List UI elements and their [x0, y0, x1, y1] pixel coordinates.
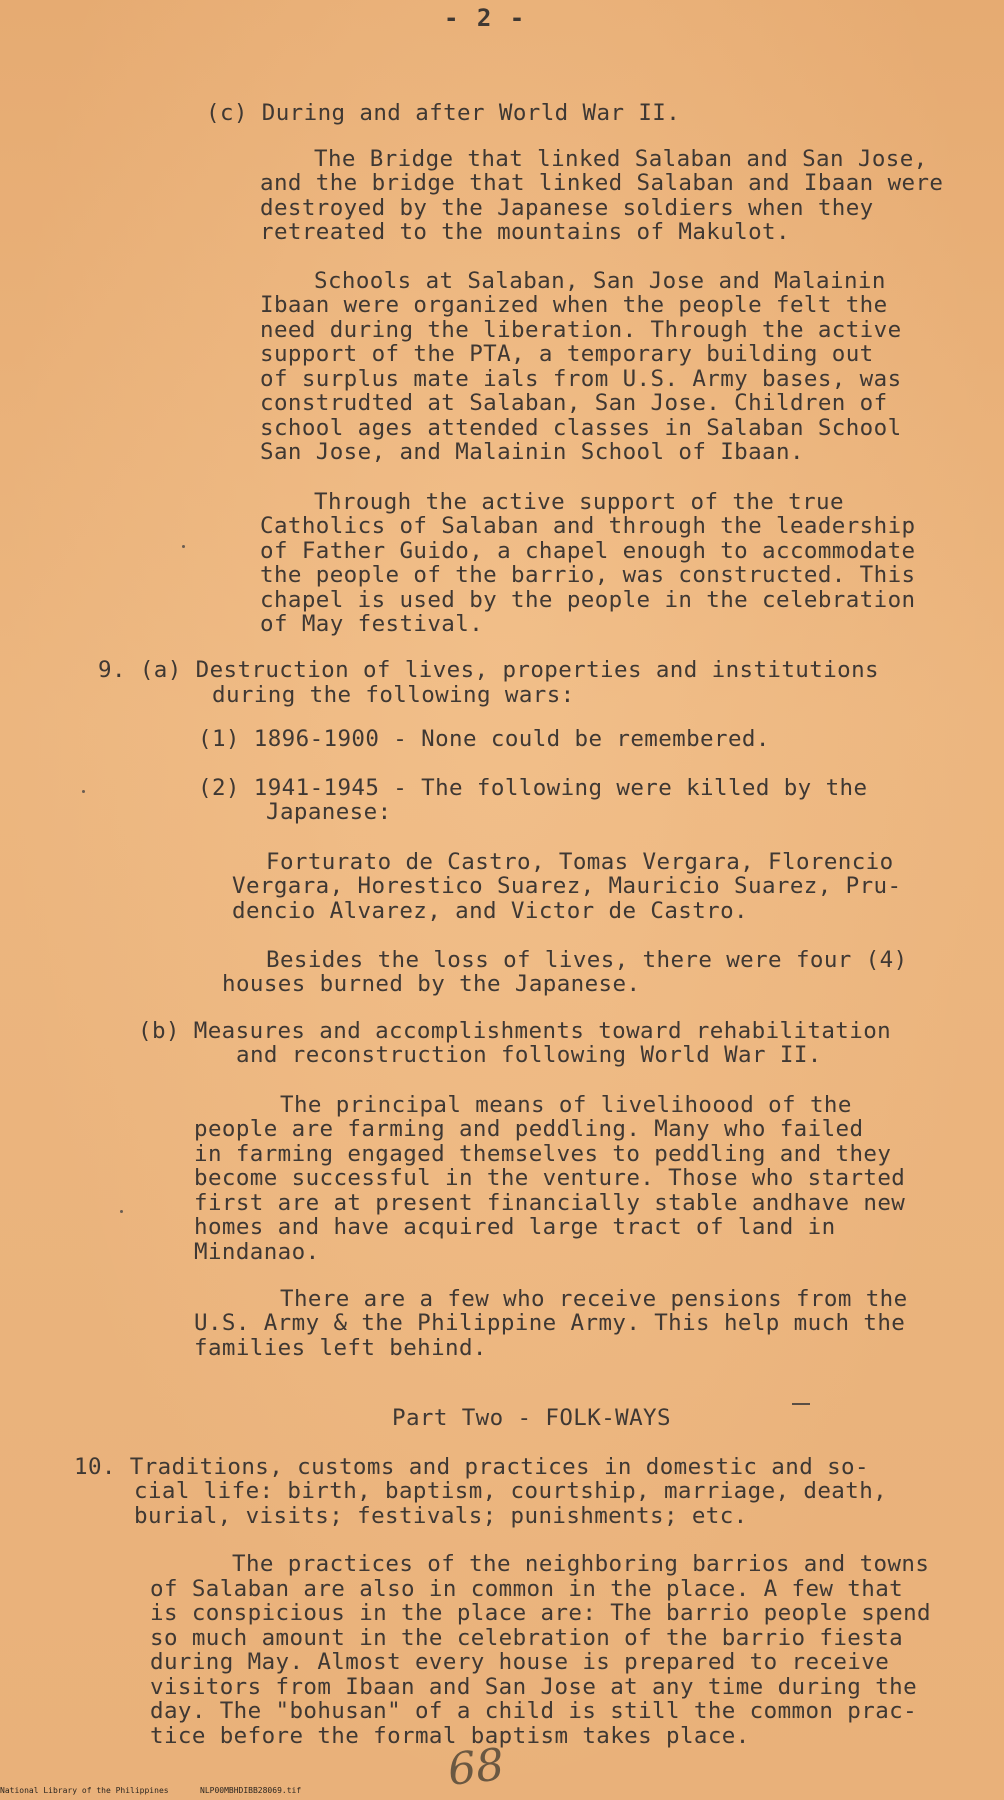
- pensions-line: U.S. Army & the Philippine Army. This help much the: [194, 1310, 906, 1336]
- livelihood-line: The principal means of livelihoood of the: [280, 1092, 852, 1118]
- item-10-line: burial, visits; festivals; punishments; etc.: [134, 1503, 748, 1529]
- practices-line: day. The "bohusan" of a child is still the common prac-: [150, 1698, 918, 1724]
- killed-names-line: dencio Alvarez, and Victor de Castro.: [232, 898, 749, 924]
- paragraph-line: San Jose, and Malainin School of Ibaan.: [260, 439, 804, 465]
- killed-names-line: Vergara, Horestico Suarez, Mauricio Suarez, Pru-: [232, 873, 902, 899]
- paragraph-line: need during the liberation. Through the active: [260, 317, 902, 343]
- practices-line: is conspicious in the place are: The barrio people spend: [150, 1600, 931, 1626]
- footer-filename: NLP00MBHDIBB28069.tif: [200, 1786, 302, 1795]
- paper-speck: [82, 790, 85, 793]
- paragraph-line: construdted at Salaban, San Jose. Children of: [260, 390, 888, 416]
- section-c-heading: (c) During and after World War II.: [206, 100, 681, 126]
- stray-mark: [792, 1403, 810, 1405]
- livelihood-line: homes and have acquired large tract of land in: [194, 1214, 836, 1240]
- item-9b-line: and reconstruction following World War II.: [236, 1042, 822, 1068]
- pensions-line: There are a few who receive pensions from the: [280, 1286, 908, 1312]
- paragraph-line: of May festival.: [260, 611, 484, 637]
- war-1941-line: (2) 1941-1945 - The following were killed by the: [198, 775, 868, 801]
- paragraph-line: of Father Guido, a chapel enough to accommodate: [260, 538, 916, 564]
- page-number: - 2 -: [444, 4, 527, 32]
- paragraph-line: destroyed by the Japanese soldiers when they: [260, 195, 874, 221]
- paragraph-line: Catholics of Salaban and through the leadership: [260, 513, 916, 539]
- livelihood-line: in farming engaged themselves to peddling and they: [194, 1141, 892, 1167]
- livelihood-line: become successful in the venture. Those who started: [194, 1165, 906, 1191]
- item-9b-line: (b) Measures and accomplishments toward rehabilitation: [138, 1018, 892, 1044]
- paragraph-line: The Bridge that linked Salaban and San Jose,: [314, 146, 928, 172]
- livelihood-line: people are farming and peddling. Many who failed: [194, 1116, 864, 1142]
- pensions-line: families left behind.: [194, 1335, 487, 1361]
- paragraph-line: school ages attended classes in Salaban School: [260, 415, 902, 441]
- livelihood-line: Mindanao.: [194, 1239, 320, 1265]
- item-9a-line: during the following wars:: [212, 682, 575, 708]
- paragraph-line: support of the PTA, a temporary building out: [260, 341, 874, 367]
- paragraph-line: and the bridge that linked Salaban and Ibaan were: [260, 170, 944, 196]
- paper-speck: [182, 545, 185, 548]
- practices-line: The practices of the neighboring barrios and towns: [232, 1551, 930, 1577]
- houses-line: houses burned by the Japanese.: [222, 971, 641, 997]
- paragraph-line: Ibaan were organized when the people felt the: [260, 292, 888, 318]
- paragraph-line: chapel is used by the people in the celebration: [260, 587, 916, 613]
- livelihood-line: first are at present financially stable andhave new: [194, 1190, 906, 1216]
- part-two-title: Part Two - FOLK-WAYS: [392, 1405, 671, 1431]
- practices-line: of Salaban are also in common in the place. A few that: [150, 1576, 904, 1602]
- war-1941-line: Japanese:: [266, 799, 392, 825]
- paragraph-line: the people of the barrio, was constructed. This: [260, 562, 916, 588]
- item-10-line: cial life: birth, baptism, courtship, marriage, death,: [134, 1478, 888, 1504]
- houses-line: Besides the loss of lives, there were four (4): [266, 947, 908, 973]
- paragraph-line: retreated to the mountains of Makulot.: [260, 219, 790, 245]
- practices-line: visitors from Ibaan and San Jose at any time during the: [150, 1674, 918, 1700]
- practices-line: during May. Almost every house is prepared to receive: [150, 1649, 890, 1675]
- paper-speck: [120, 1210, 123, 1213]
- paragraph-line: Schools at Salaban, San Jose and Malainin: [314, 268, 886, 294]
- killed-names-line: Forturato de Castro, Tomas Vergara, Florencio: [266, 849, 894, 875]
- handwritten-page-number: 68: [445, 1739, 507, 1796]
- practices-line: so much amount in the celebration of the barrio fiesta: [150, 1625, 904, 1651]
- practices-line: tice before the formal baptism takes place.: [150, 1723, 750, 1749]
- footer-library: National Library of the Philippines: [0, 1786, 169, 1795]
- paragraph-line: of surplus mate ials from U.S. Army bases, was: [260, 366, 902, 392]
- item-10-line: 10. Traditions, customs and practices in domestic and so-: [74, 1454, 869, 1480]
- item-9a-line: 9. (a) Destruction of lives, properties and institutions: [98, 657, 879, 683]
- paragraph-line: Through the active support of the true: [314, 489, 844, 515]
- war-1896-line: (1) 1896-1900 - None could be remembered.: [198, 726, 770, 752]
